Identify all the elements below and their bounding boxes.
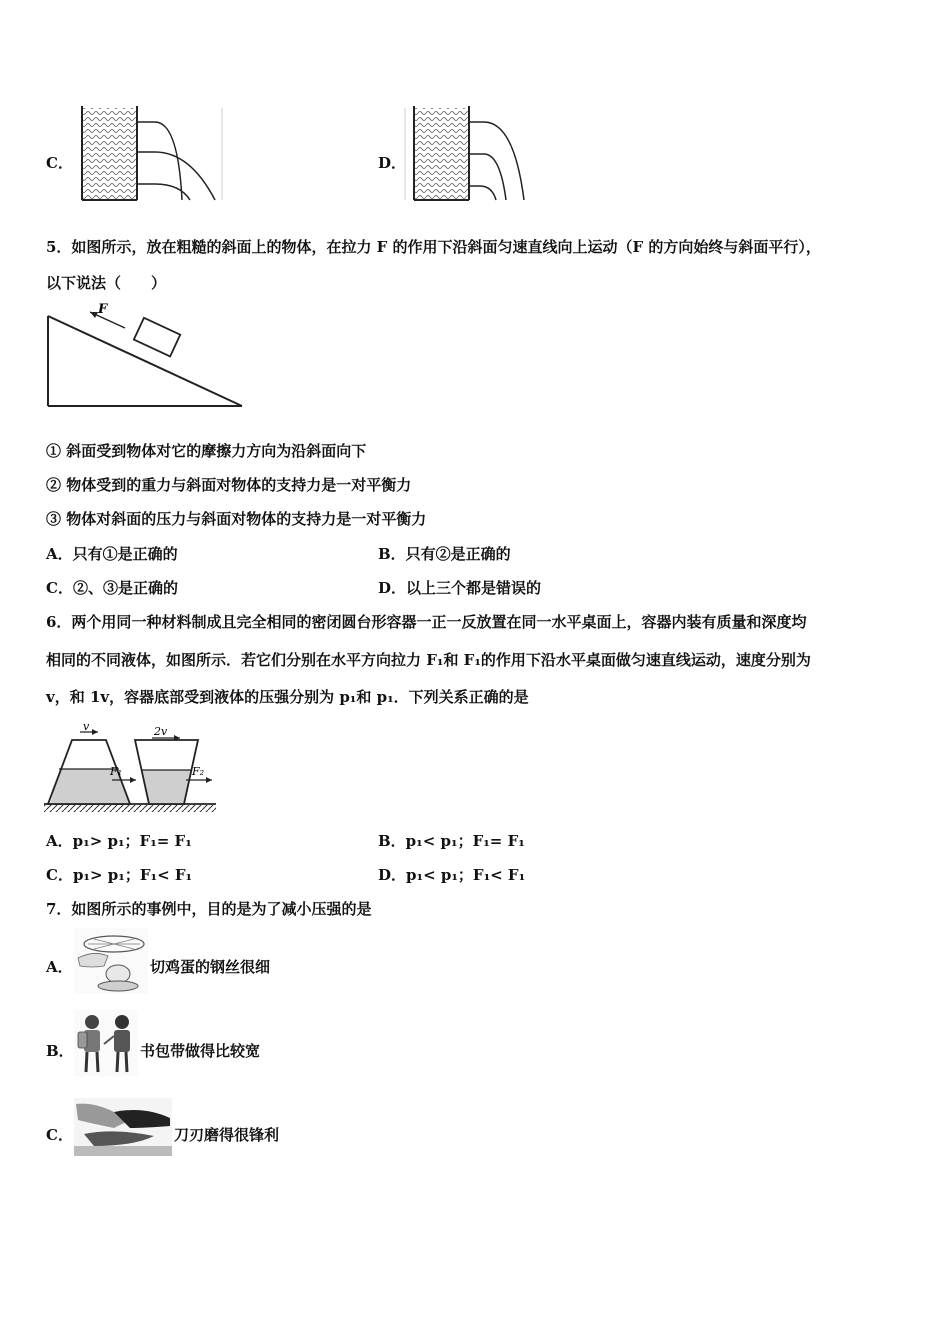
q5-option-a: A．只有①是正确的 — [46, 545, 178, 563]
q7-option-a-image-egg-slicer — [74, 928, 148, 994]
q5-statement-3: ③ 物体对斜面的压力与斜面对物体的支持力是一对平衡力 — [46, 510, 427, 528]
q6-stem-line1: 6．两个用同一种材料制成且完全相同的密闭圆台形容器一正一反放置在同一水平桌面上，容器内装有质量和深度均 — [46, 613, 807, 631]
q6-containers-figure — [40, 720, 220, 814]
q7-option-c-text: 刀刃磨得很锋利 — [174, 1126, 280, 1144]
q5-force-label: F — [98, 302, 108, 317]
q5-stem-line1: 5．如图所示，放在粗糙的斜面上的物体，在拉力 F 的作用下沿斜面匀速直线向上运动（F 的方向始终与斜面平行）， — [46, 238, 821, 256]
q6-stem-line2: 相同的不同液体，如图所示．若它们分别在水平方向拉力 F₁和 F₁的作用下沿水平桌面做匀速直线运动，速度分别为 — [46, 651, 811, 669]
q6-f2-label: F₂ — [192, 765, 205, 778]
q6-option-a: A．p₁> p₁；F₁= F₁ — [46, 832, 192, 850]
q5-incline-figure — [40, 300, 250, 412]
q6-option-d: D．p₁< p₁；F₁< F₁ — [378, 866, 526, 884]
q7-option-b-label: B． — [46, 1042, 74, 1060]
q5-option-c: C．②、③是正确的 — [46, 579, 178, 597]
q7-option-a-text: 切鸡蛋的钢丝很细 — [150, 958, 271, 976]
q7-stem: 7．如图所示的事例中，目的是为了减小压强的是 — [46, 900, 372, 918]
q4-option-d-figure — [402, 104, 562, 204]
q5-stem-line2: 以下说法（ ） — [46, 274, 167, 292]
q4-option-c-label: C． — [46, 154, 73, 172]
q6-stem-line3: v，和 1v，容器底部受到液体的压强分别为 p₁和 p₁．下列关系正确的是 — [46, 688, 529, 706]
q5-option-d: D．以上三个都是错误的 — [378, 579, 542, 597]
q5-statement-2: ② 物体受到的重力与斜面对物体的支持力是一对平衡力 — [46, 476, 412, 494]
q7-option-b-text: 书包带做得比较宽 — [140, 1042, 261, 1060]
q7-option-c-label: C． — [46, 1126, 73, 1144]
q4-option-c-figure — [70, 104, 230, 204]
q5-statement-1: ① 斜面受到物体对它的摩擦力方向为沿斜面向下 — [46, 442, 367, 460]
q7-option-c-image-knife — [74, 1098, 172, 1156]
q4-option-d-label: D． — [378, 154, 407, 172]
q6-v2-label: 2v — [154, 725, 168, 738]
q6-f1-label: F₁ — [110, 765, 123, 778]
q6-option-b: B．p₁< p₁；F₁= F₁ — [378, 832, 525, 850]
q7-option-a-label: A． — [46, 958, 73, 976]
q7-option-b-image-schoolbag — [74, 1010, 138, 1076]
q5-option-b: B．只有②是正确的 — [378, 545, 511, 563]
q6-v1-label: v — [83, 720, 90, 733]
q6-option-c: C．p₁> p₁；F₁< F₁ — [46, 866, 193, 884]
